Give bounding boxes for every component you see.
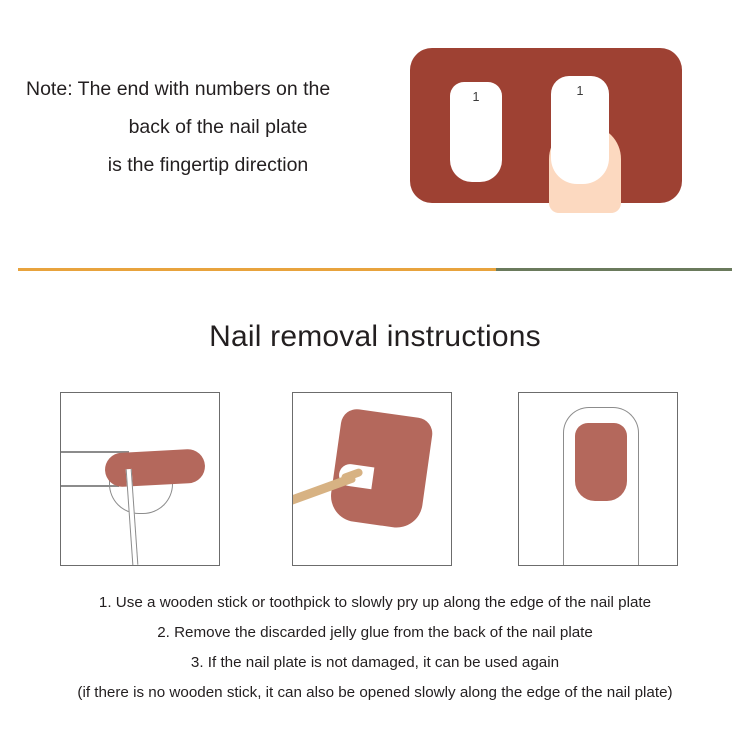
pry-up-nail-panel [60, 392, 220, 566]
note-line-1: Note: The end with numbers on the [26, 78, 331, 100]
intact-nail-panel [518, 392, 678, 566]
nail-plate-side-icon [104, 448, 206, 487]
illustration-panels [0, 392, 750, 572]
nail-plate-right [551, 76, 609, 184]
note-line-2: back of the nail plate [128, 116, 308, 138]
nail-plate-card [410, 48, 682, 203]
page-title: Nail removal instructions [209, 320, 541, 353]
nail-plate-left [450, 82, 502, 182]
note-section [0, 0, 750, 250]
note-line-3: is the fingertip direction [107, 154, 309, 176]
instruction-step-3: 3. If the nail plate is not damaged, it can be used again [190, 654, 560, 671]
divider-left-segment [18, 268, 496, 271]
section-divider [18, 268, 732, 271]
instruction-step-2: 2. Remove the discarded jelly glue from the back of the nail plate [157, 624, 593, 641]
divider-right-segment [496, 268, 732, 271]
instruction-step-1: 1. Use a wooden stick or toothpick to slowly pry up along the edge of the nail plate [98, 594, 652, 611]
note-text-block [18, 70, 398, 184]
nail-plate-left-number: 1 [472, 90, 480, 104]
instruction-note: (if there is no wooden stick, it can also be opened slowly along the edge of the nail plate) [77, 684, 673, 701]
nail-plate-right-number: 1 [576, 84, 584, 98]
toothpick-lift-panel [292, 392, 452, 566]
instruction-list [0, 588, 750, 708]
nail-plate-icon [575, 423, 627, 501]
